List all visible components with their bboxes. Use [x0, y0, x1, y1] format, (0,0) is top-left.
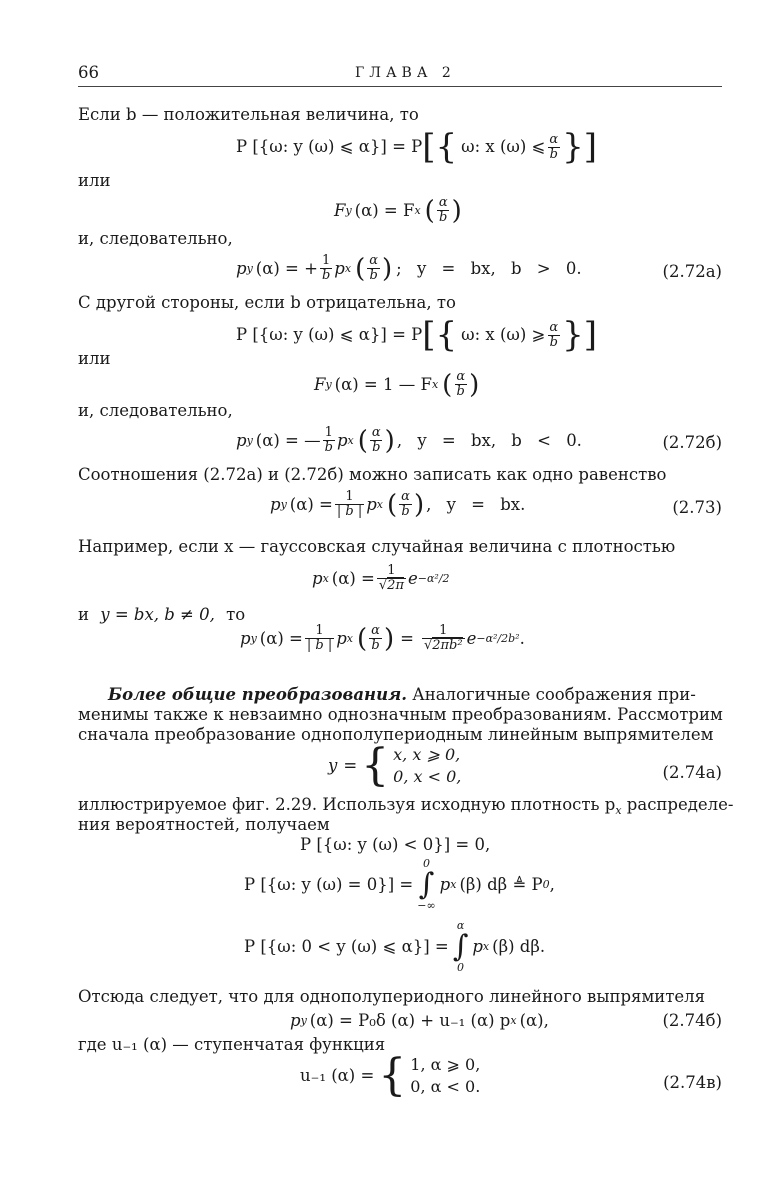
- label-273: (2.73): [672, 498, 722, 517]
- equation-274a: y = { x, x ⩾ 0, 0, x < 0,: [328, 740, 462, 791]
- chapter-title: ГЛАВА 2: [355, 65, 456, 81]
- equation-prob-negative-y: P [{ω: y (ω) < 0}] = 0,: [300, 835, 491, 854]
- paragraph-condition: и y = bx, b ≠ 0, то: [78, 605, 246, 624]
- equation-gaussian-result: p y (α) = $\frac{1}{| b |}$ p x ( $\frac{\alpha}{b}$ ) = $\frac{1}{\text{√2πb²}}$ e −α²/2b² .: [240, 623, 525, 654]
- equation-274b: p y (α) = P₀δ (α) + u₋₁ (α) p x (α),: [290, 1011, 549, 1030]
- page-number: 66: [78, 63, 99, 82]
- paragraph-general-line2: менимы также к невзаимно однозначным преобразованиям. Рассмотрим: [78, 705, 723, 724]
- equation-prob-zero-y: P [{ω: y (ω) = 0}] = 0 ∫ −∞ p x (β) dβ ≜ P 0 ,: [244, 857, 555, 912]
- text-so-2: и, следовательно,: [78, 401, 233, 420]
- equation-prob-interval-y: P [{ω: 0 < y (ω) ⩽ α}] = α ∫ 0 p x (β) dβ.: [244, 919, 546, 974]
- equation-cdf-positive: F y (α) = F x ( $\frac{\alpha}{b}$ ): [334, 195, 462, 226]
- paragraph-gaussian: Например, если x — гауссовская случайная величина с плотностью: [78, 537, 676, 556]
- paragraph-combine: Соотношения (2.72а) и (2.72б) можно записать как одно равенство: [78, 465, 667, 484]
- paragraph-illustrated-line2: ния вероятностей, получаем: [78, 815, 330, 834]
- equation-cdf-negative: F y (α) = 1 — F x ( $\frac{\alpha}{b}$ ): [314, 369, 480, 400]
- equation-gaussian-density: p x (α) = $\frac{1}{√2\pi}$ e −α²/2: [312, 563, 450, 593]
- equation-273: p y (α) = $\frac{1}{| b |}$ p x ( $\frac{\alpha}{b}$ ) , y = bx.: [270, 489, 526, 520]
- paragraph-illustrated: иллюстрируемое фиг. 2.29. Используя исходную плотность $p_x$ распределе-: [78, 795, 734, 817]
- label-272a: (2.72а): [662, 262, 722, 281]
- header-rule: [78, 86, 722, 87]
- equation-272a: p y (α) = + $\frac{1}{b}$ p x ( $\frac{\alpha}{b}$ ) ; y = bx, b > 0.: [236, 253, 582, 284]
- paragraph-step-function: где u₋₁ (α) — ступенчатая функция: [78, 1035, 386, 1054]
- text-or-2: или: [78, 349, 111, 368]
- paragraph-consequence: Отсюда следует, что для однополупериодного линейного выпрямителя: [78, 987, 706, 1006]
- paragraph-general-transforms: Более общие преобразования. Аналогичные соображения при-: [108, 685, 696, 704]
- paragraph-negative-b: С другой стороны, если b отрицательна, то: [78, 293, 456, 312]
- equation-prob-positive: P [{ω: y (ω) ⩽ α}] = P [ { ω: x (ω) ⩽ $\frac{\alpha}{b}$ } ]: [236, 127, 598, 167]
- paragraph-general-line3: сначала преобразование однополупериодным линейным выпрямителем: [78, 725, 714, 744]
- label-274b: (2.74б): [662, 1011, 722, 1030]
- equation-272b: p y (α) = — $\frac{1}{b}$ p x ( $\frac{\alpha}{b}$ ) , y = bx, b < 0.: [236, 425, 582, 456]
- paragraph-positive-b: Если b — положительная величина, то: [78, 105, 419, 124]
- label-274a: (2.74а): [662, 763, 722, 782]
- label-272b: (2.72б): [662, 433, 722, 452]
- text-so-1: и, следовательно,: [78, 229, 233, 248]
- equation-274v: u₋₁ (α) = { 1, α ⩾ 0, 0, α < 0.: [300, 1050, 481, 1101]
- label-274v: (2.74в): [663, 1073, 722, 1092]
- equation-prob-negative: P [{ω: y (ω) ⩽ α}] = P [ { ω: x (ω) ⩾ $\frac{\alpha}{b}$ } ]: [236, 315, 598, 355]
- text-or-1: или: [78, 171, 111, 190]
